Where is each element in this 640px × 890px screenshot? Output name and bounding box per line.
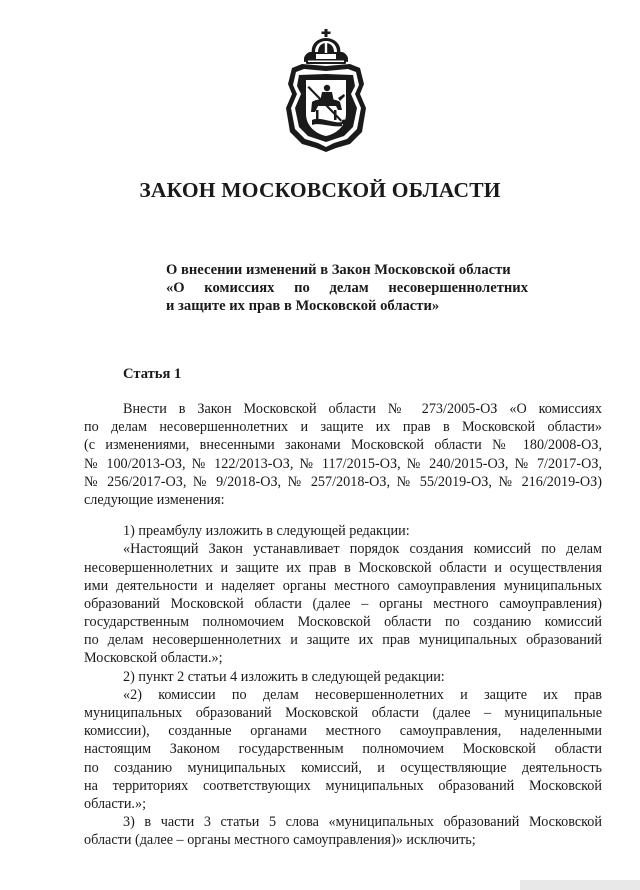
article-title: Статья 1 — [123, 366, 182, 382]
paragraph-line: 2) пункт 2 статьи 4 изложить в следующей редакции: — [123, 668, 445, 685]
paragraph-line: 1) преамбулу изложить в следующей редакции: — [123, 523, 410, 540]
subject-line: и защите их прав в Московской области» — [166, 298, 440, 315]
paragraph-line: настоящим Законом государственным полномочием Московской области — [84, 741, 602, 758]
paragraph-line: Внести в Закон Московской области № 273/2005-ОЗ «О комиссиях — [123, 401, 602, 417]
paragraph-line: № 100/2013-ОЗ, № 122/2013-ОЗ, № 117/2015-ОЗ, № 240/2015-ОЗ, № 7/2017-ОЗ, — [84, 455, 602, 472]
subject-line: «О комиссиях по делам несовершеннолетних — [166, 280, 528, 297]
subject-line: О внесении изменений в Закон Московской области — [166, 262, 511, 278]
paragraph-line: по делам несовершеннолетних и защите их прав в Московской области» — [84, 419, 602, 436]
paragraph-line: комиссии), созданные органами местного самоуправления, наделенными — [84, 723, 602, 740]
paragraph-line: «2) комиссии по делам несовершеннолетних и защите их прав — [123, 686, 602, 703]
scan-edge-mark — [520, 880, 640, 890]
paragraph-line: Московской области.»; — [84, 650, 223, 667]
paragraph-line: государственным полномочием Московской области по созданию комиссий — [84, 614, 602, 631]
paragraph-line: ими деятельности и наделяет органы местного самоуправления муниципальных — [84, 577, 602, 594]
paragraph-line: области.»; — [84, 795, 147, 812]
paragraph-line: 3) в части 3 статьи 5 слова «муниципальных образований Московской — [123, 814, 602, 831]
paragraph-line: образований Московской области (далее – органы местного самоуправления) — [84, 595, 602, 612]
paragraph-line: по созданию муниципальных комиссий, и осуществляющие деятельность — [84, 759, 602, 776]
paragraph-line: несовершеннолетних и защите их прав в Московской области и осуществления — [84, 559, 602, 576]
paragraph-line: № 256/2017-ОЗ, № 9/2018-ОЗ, № 257/2018-ОЗ, № 55/2019-ОЗ, № 216/2019-ОЗ) — [84, 473, 602, 490]
paragraph-line: «Настоящий Закон устанавливает порядок создания комиссий по делам — [123, 541, 602, 558]
paragraph-line: на территориях соответствующих муниципальных образований Московской — [84, 777, 602, 794]
document-title: ЗАКОН МОСКОВСКОЙ ОБЛАСТИ — [139, 178, 501, 202]
article-body — [84, 400, 602, 850]
paragraph-line: области (далее – органы местного самоуправления)» исключить; — [84, 832, 476, 849]
paragraph-line: по делам несовершеннолетних и защите их прав муниципальных образований — [84, 632, 602, 649]
paragraph-line: муниципальных образований Московской области (далее – муниципальные — [84, 705, 602, 721]
law-subject — [166, 262, 528, 317]
paragraph-line: следующие изменения: — [84, 491, 225, 508]
paragraph-line: (с изменениями, внесенными законами Московской области № 180/2008-ОЗ, — [84, 437, 602, 454]
moscow-oblast-coat-of-arms-icon — [282, 28, 370, 154]
